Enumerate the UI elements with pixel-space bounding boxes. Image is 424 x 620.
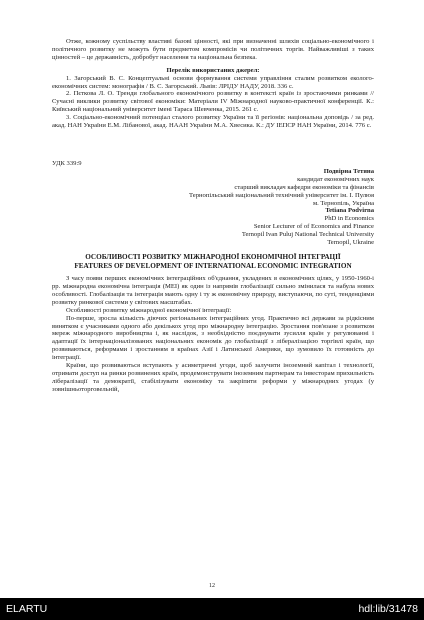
page-number: 12 [209, 583, 215, 589]
article-title-ua: ОСОБЛИВОСТІ РОЗВИТКУ МІЖНАРОДНОЇ ЕКОНОМІЧНОЇ ІНТЕГРАЦІЇ [85, 252, 341, 261]
author-position-en: Senior Lecturer of of Economics and Finance [253, 223, 374, 231]
author-name-en: Tetiana Podvirna [325, 207, 374, 215]
article-title-en: FEATURES OF DEVELOPMENT OF INTERNATIONAL ECONOMIC INTEGRATION [74, 261, 352, 270]
body-paragraph: Особливості розвитку міжнародної економічної інтеграції: [66, 306, 232, 314]
author-university-en: Ternopil Ivan Puluj National Technical University [241, 231, 374, 239]
udk-code: УДК 339:9 [52, 159, 82, 167]
author-position-ua: старший викладач кафедри економіки та фінансів [234, 183, 374, 191]
page-content [52, 38, 374, 394]
author-degree-en: PhD in Economics [324, 215, 374, 223]
footer-bar [0, 598, 424, 620]
source-item: 1. Загорський В. С. Концептуальні основи формування системи управління сталим розвитком еколого-економічних систем: монографія / В. С. Загорський. Львів: ЛРІДУ НАДУ, 2018. 336 с. [52, 74, 374, 90]
footer-handle-link[interactable]: hdl:lib/31478 [358, 603, 418, 615]
author-city-ua: м. Тернопіль, Україна [312, 199, 374, 207]
author-degree-ua: кандидат економічних наук [297, 175, 374, 183]
source-item: 3. Соціально-економічний потенціал сталого розвитку України та її регіонів: національна доповідь / за ред. акад. НАН України Е.М. Лібанової, акад. НААН України М.А. Хвесика. К.: ДУ ІЕПСР НАН України, 2014. 776 с. [52, 114, 374, 130]
intro-paragraph: Отже, кожному суспільству властиві базові цінності, які при визначенні шляхів соціально-економічного і політичного розвитку не можуть бути предметом компромісів чи політичних торгів. Найважливіші з таких цінностей – це державність, добробут населення та національна безпека. [52, 38, 374, 61]
author-city-en: Ternopil, Ukraine [327, 239, 374, 247]
sources-heading: Перелік використаних джерел: [166, 66, 260, 74]
author-university-ua: Тернопільський національний технічний університет ім. І. Пулюя [189, 191, 374, 199]
footer-repository-label: ELARTU [6, 603, 48, 615]
source-item: 2. Пєткова Л. О. Тренди глобального економічного розвитку в контексті країн із зростаючими ринками // Сучасні виклики розвитку світової економіки: Матеріали IV Міжнародної науково-практичної конференції. К.: Київський національний університет імені Тараса Шевченка, 2015. 261 с. [52, 90, 374, 114]
body-paragraph: По-перше, зросла кількість діючих регіональних інтеграційних угод. Практично всі держави за рідкісним винятком є учасниками одного або декількох угод про міжнародну інтеграцію. Зростання пов'язане з розвитком мереж міжнародного виробництва і, як наслідок, з необхідністю поєднувати зусилля країн у регулюванні і адаптації їх інтернаціоналізованих національних економік до глобалізації з лібералізацією торгівлі країн, що розвиваються, реформами і зростанням в країнах Азії і Латинської Америки, що зумовило їх готовність до інтеграції. [52, 314, 374, 362]
author-block-ua [52, 168, 374, 208]
body-paragraph: З часу появи перших економічних інтеграційних об'єднання, укладених в економічних цілях, у 1950-1960-і рр. міжнародна економічна інтеграція (МЕІ) як один із напрямів глобалізації сильно змінилася та набула нових особливості. Глобалізація та інтеграція мають одну і ту ж економічну природу, виступаючи, по суті, тенденціями розвитку ринкової системи у світових масштабах. [52, 275, 374, 306]
author-block-en [52, 207, 374, 247]
body-paragraph: Країни, що розвиваються вступають у асиметричні угоди, щоб залучити іноземний капітал і технології, отримати доступ на ринки розвинених країн, продемонструвати іноземним партнерам та інвесторам прихильність лібералізації та демократії, стабілізувати економіку та закріпити реформи у міжнародних угодах (у зовнішньоторговельній, [52, 362, 374, 393]
author-name-ua: Подвірна Тетяна [323, 167, 374, 175]
